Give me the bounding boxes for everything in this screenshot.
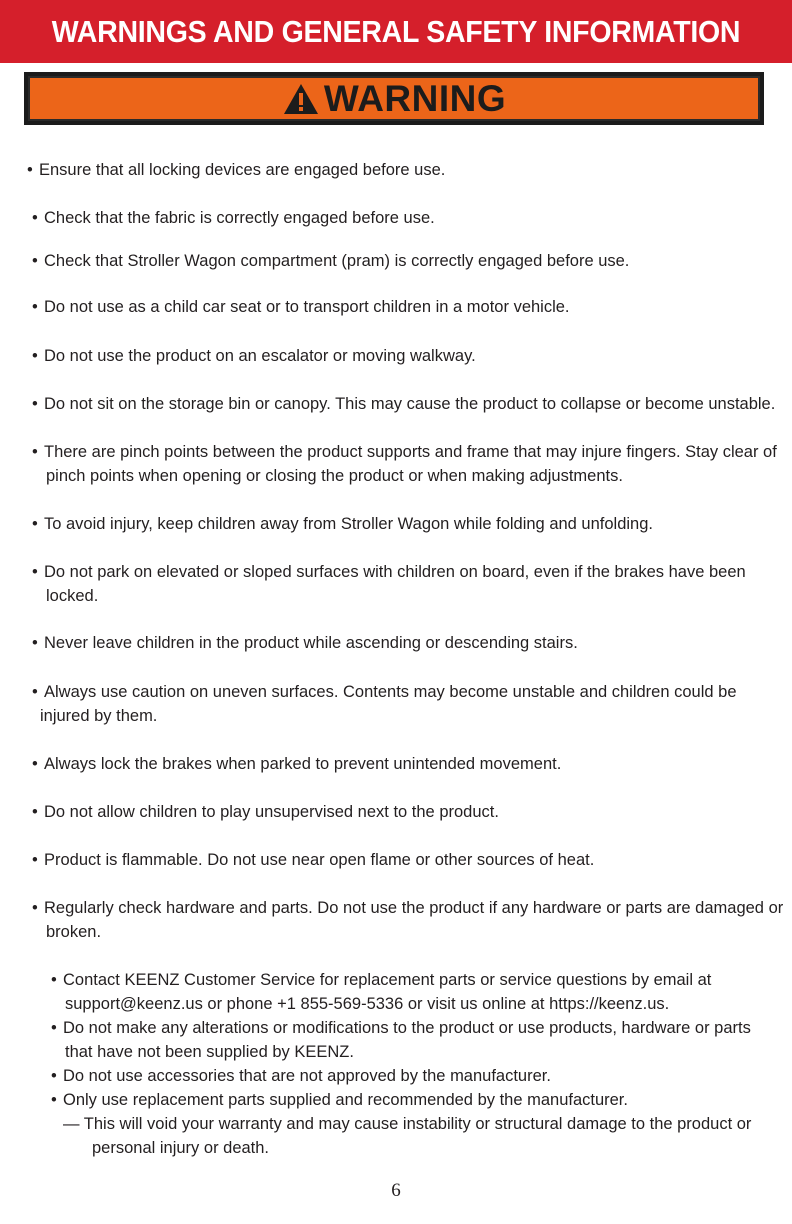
page-number: 6 <box>391 1180 401 1201</box>
bullet-text: Do not park on elevated or sloped surfaces with children on board, even if the brakes have been <box>44 563 746 581</box>
bullet-dot: • <box>51 971 57 989</box>
bullet-text: Check that the fabric is correctly engaged before use. <box>44 209 435 227</box>
bullet-text: Always lock the brakes when parked to prevent unintended movement. <box>44 755 562 773</box>
bullet-dot: • <box>32 851 38 869</box>
bullet-dot: • <box>32 803 38 821</box>
sub-note-text: — This will void your warranty and may cause instability or structural damage to the product or <box>63 1115 752 1133</box>
bullet-item <box>32 206 435 230</box>
bullet-item <box>32 848 594 872</box>
warning-banner-inner <box>28 76 760 121</box>
bullet-item <box>32 752 561 776</box>
bullet-dot: • <box>32 515 38 533</box>
bullet-dot: • <box>27 161 33 179</box>
bullet-item <box>32 896 783 944</box>
bullet-text: Ensure that all locking devices are engaged before use. <box>39 161 446 179</box>
bullet-dot: • <box>32 634 38 652</box>
warning-banner <box>24 72 764 125</box>
sub-bullet-item <box>51 1016 751 1064</box>
bullet-text: Never leave children in the product while ascending or descending stairs. <box>44 634 578 652</box>
bullet-item <box>32 295 570 319</box>
sub-bullet-item <box>51 1064 551 1088</box>
sub-bullet-item <box>51 1088 628 1112</box>
warning-label-group <box>282 79 506 119</box>
warning-triangle-icon <box>282 82 320 116</box>
page-title: WARNINGS AND GENERAL SAFETY INFORMATION <box>51 14 741 49</box>
bullet-dot: • <box>32 899 38 917</box>
bullet-continuation: pinch points when opening or closing the product or when making adjustments. <box>46 467 623 485</box>
bullet-item <box>32 249 629 273</box>
bullet-dot: • <box>32 683 38 701</box>
bullet-dot: • <box>51 1067 57 1085</box>
bullet-item <box>32 631 578 655</box>
bullet-dot: • <box>32 298 38 316</box>
bullet-text: Do not allow children to play unsupervised next to the product. <box>44 803 499 821</box>
bullet-dot: • <box>32 563 38 581</box>
bullet-text: Do not use as a child car seat or to transport children in a motor vehicle. <box>44 298 570 316</box>
warning-label: WARNING <box>323 77 507 119</box>
sub-bullet-text: Do not use accessories that are not approved by the manufacturer. <box>63 1067 551 1085</box>
bullet-text: Do not sit on the storage bin or canopy. This may cause the product to collapse or become unstable. <box>44 395 776 413</box>
bullet-continuation: injured by them. <box>40 707 158 725</box>
bullet-dot: • <box>51 1019 57 1037</box>
sub-note <box>63 1112 751 1160</box>
bullet-continuation: locked. <box>46 587 99 605</box>
bullet-text: Product is flammable. Do not use near open flame or other sources of heat. <box>44 851 595 869</box>
bullet-dot: • <box>32 252 38 270</box>
bullet-item <box>27 158 445 182</box>
bullet-continuation: broken. <box>46 923 102 941</box>
bullet-item <box>32 392 775 416</box>
bullet-item <box>32 440 777 488</box>
sub-bullet-text: Contact KEENZ Customer Service for replacement parts or service questions by email at <box>63 971 712 989</box>
bullet-text: Check that Stroller Wagon compartment (pram) is correctly engaged before use. <box>44 252 630 270</box>
bullet-text: Regularly check hardware and parts. Do not use the product if any hardware or parts are damaged or <box>44 899 784 917</box>
sub-bullet-continuation: support@keenz.us or phone +1 855-569-5336 or visit us online at https://keenz.us. <box>65 995 670 1013</box>
bullet-text: To avoid injury, keep children away from Stroller Wagon while folding and unfolding. <box>44 515 653 533</box>
sub-bullet-continuation: that have not been supplied by KEENZ. <box>65 1043 354 1061</box>
bullet-dot: • <box>32 755 38 773</box>
bullet-item <box>32 512 653 536</box>
sub-bullet-text: Only use replacement parts supplied and recommended by the manufacturer. <box>63 1091 628 1109</box>
bullet-item <box>32 800 499 824</box>
bullet-dot: • <box>32 443 38 461</box>
bullet-item <box>32 680 737 728</box>
bullet-text: Always use caution on uneven surfaces. Contents may become unstable and children could be <box>44 683 737 701</box>
bullet-dot: • <box>32 395 38 413</box>
bullet-text: Do not use the product on an escalator or moving walkway. <box>44 347 476 365</box>
bullet-item <box>32 560 746 608</box>
bullet-dot: • <box>32 209 38 227</box>
bullet-dot: • <box>32 347 38 365</box>
sub-note-continuation: personal injury or death. <box>92 1139 270 1157</box>
sub-bullet-item <box>51 968 711 1016</box>
bullet-item <box>32 344 476 368</box>
bullet-text: There are pinch points between the product supports and frame that may injure fingers. Stay clear of <box>44 443 777 461</box>
bullet-dot: • <box>51 1091 57 1109</box>
sub-bullet-text: Do not make any alterations or modifications to the product or use products, hardware or parts <box>63 1019 751 1037</box>
